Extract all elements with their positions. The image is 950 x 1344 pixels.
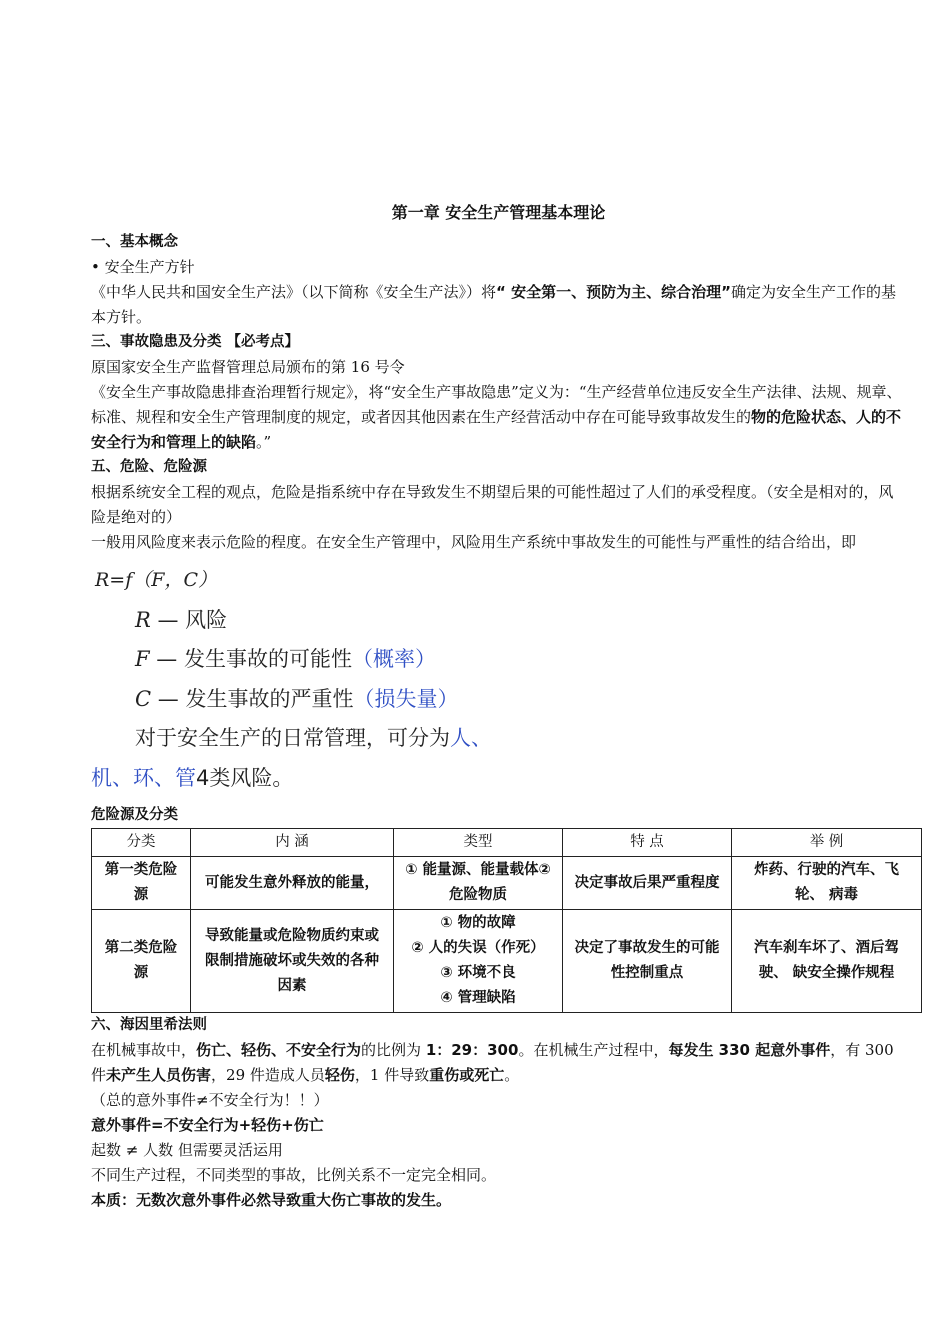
text: 4类风险。 xyxy=(196,766,294,790)
table-caption: 危险源及分类 xyxy=(91,807,178,823)
chapter-title: 第一章 安全生产管理基本理论 xyxy=(391,203,606,222)
paragraph-note: （总的意外事件≠不安全行为！！） xyxy=(91,1091,329,1109)
type-item: ④ 管理缺陷 xyxy=(440,990,516,1006)
text: 的比例为 xyxy=(361,1041,426,1059)
emphasis-text: 物的危险状态、人的不安全行为和管理上的缺陷 xyxy=(91,408,902,451)
cell-feature: 决定了事故发生的可能性控制重点 xyxy=(563,910,732,1013)
document-page xyxy=(91,196,906,1213)
note: （损失量） xyxy=(353,687,459,711)
symbol: F xyxy=(135,647,150,671)
header-cell: 内 涵 xyxy=(191,829,394,857)
text: 《安全生产事故隐患排查治理暂行规定》，将“安全生产事故隐患”定义为：“生产经营单位违反安全生产法律、法规、规章、标准、规程和安全生产管理制度的规定，或者因其他因素在生产经营活动中存在可能导致事故发生的 xyxy=(91,383,902,426)
risk-equation xyxy=(95,565,217,595)
paragraph-safety-law xyxy=(91,280,906,330)
paragraph-hazard-definition xyxy=(91,380,906,455)
emphasis-text: 未产生人员伤害 xyxy=(106,1066,212,1084)
paragraph-essence: 本质：无数次意外事件必然导致重大伤亡事故的发生。 xyxy=(91,1191,452,1209)
cell-content: 导致能量或危险物质约束或限制措施破坏或失效的各种因素 xyxy=(191,910,394,1013)
paragraph-risk-degree: 一般用风险度来表示危险的程度。在安全生产管理中，风险用生产系统中事故发生的可能性与严重性的结合给出，即 xyxy=(91,533,857,551)
formula-line-r xyxy=(135,605,227,635)
text: ，有 300 件 xyxy=(91,1041,894,1084)
text: 对于安全生产的日常管理，可分为 xyxy=(135,726,450,750)
blue-text: 机、环、管 xyxy=(91,766,196,790)
cell-category: 第二类危险源 xyxy=(92,910,191,1013)
header-cell: 分类 xyxy=(92,829,191,857)
header-cell: 举 例 xyxy=(732,829,922,857)
paragraph-equation: 意外事件=不安全行为+轻伤+伤亡 xyxy=(91,1116,324,1134)
symbol: C xyxy=(135,687,152,711)
text: 确定为安全生产工作的基本方针。 xyxy=(91,283,896,326)
emphasis-text: 重伤或死亡 xyxy=(429,1066,505,1084)
desc: — 发生事故的严重性 xyxy=(157,687,354,711)
emphasis-text: 每发生 330 起意外事件 xyxy=(668,1041,831,1059)
cell-feature: 决定事故后果严重程度 xyxy=(563,857,732,910)
type-item: ② 人的失误（作死） xyxy=(411,940,545,956)
hazard-source-table xyxy=(91,828,922,1013)
header-cell: 类型 xyxy=(394,829,563,857)
cell-category: 第一类危险源 xyxy=(92,857,191,910)
paragraph-decree: 原国家安全生产监督管理总局颁布的第 16 号令 xyxy=(91,358,405,376)
emphasis-text: “ 安全第一、预防为主、综合治理” xyxy=(496,283,731,301)
formula-line-categories-cont xyxy=(91,763,293,793)
section-heading-danger: 五、危险、危险源 xyxy=(91,459,207,475)
emphasis-text: 伤亡、轻伤、不安全行为 xyxy=(196,1041,362,1059)
risk-formula-image xyxy=(91,555,906,801)
cell-content: 可能发生意外释放的能量， xyxy=(191,857,394,910)
cell-example: 炸药、行驶的汽车、飞轮、 病毒 xyxy=(732,857,922,910)
paragraph-danger-definition: 根据系统安全工程的观点，危险是指系统中存在导致发生不期望后果的可能性超过了人们的承受程度。（安全是相对的，风险是绝对的） xyxy=(91,483,894,526)
bullet-safety-policy: • 安全生产方针 xyxy=(91,258,195,276)
text: 在机械事故中， xyxy=(91,1041,197,1059)
formula-line-c xyxy=(135,684,458,714)
text: 。 xyxy=(504,1066,520,1084)
equation-text: R=f（F，C） xyxy=(95,569,217,591)
desc: — 风险 xyxy=(157,608,228,632)
table-header-row xyxy=(92,829,922,857)
text: ，29 件造成人员 xyxy=(211,1066,325,1084)
section-heading-hazards: 三、事故隐患及分类 【必考点】 xyxy=(91,334,300,350)
note: （概率） xyxy=(351,647,436,671)
emphasis-text: 1：29：300 xyxy=(425,1041,519,1059)
text: 。在机械生产过程中， xyxy=(518,1041,669,1059)
paragraph-heinrich-ratio xyxy=(91,1038,906,1088)
cell-type: ① 能量源、能量载体②危险物质 xyxy=(394,857,563,910)
section-heading-heinrich: 六、海因里希法则 xyxy=(91,1017,207,1033)
desc: — 发生事故的可能性 xyxy=(156,647,352,671)
type-item: ① 物的故障 xyxy=(440,915,516,931)
paragraph-count: 起数 ≠ 人数 但需要灵活运用 xyxy=(91,1141,283,1159)
formula-line-f xyxy=(135,644,436,674)
emphasis-text: 轻伤 xyxy=(324,1066,355,1084)
table-row xyxy=(92,910,922,1013)
type-item: ③ 环境不良 xyxy=(440,965,516,981)
section-heading-basic-concepts: 一、基本概念 xyxy=(91,234,178,250)
header-cell: 特 点 xyxy=(563,829,732,857)
cell-example: 汽车刹车坏了、酒后驾驶、 缺安全操作规程 xyxy=(732,910,922,1013)
formula-line-categories xyxy=(135,723,492,753)
table-row xyxy=(92,857,922,910)
text: 。” xyxy=(256,433,272,451)
blue-text: 人、 xyxy=(450,726,492,750)
paragraph-ratio-note: 不同生产过程，不同类型的事故，比例关系不一定完全相同。 xyxy=(91,1166,497,1184)
text: ，1 件导致 xyxy=(354,1066,430,1084)
symbol: R xyxy=(135,608,151,632)
text: 《中华人民共和国安全生产法》（以下简称《安全生产法》）将 xyxy=(91,283,497,301)
cell-type xyxy=(394,910,563,1013)
